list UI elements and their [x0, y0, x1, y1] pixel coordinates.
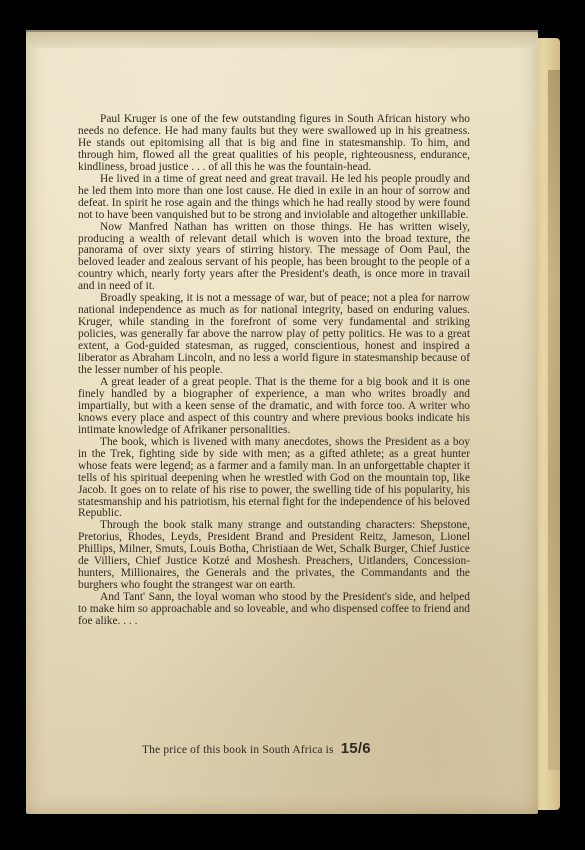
- blurb-text: [78, 114, 470, 628]
- blurb-paragraph: And Tant' Sann, the loyal woman who stood by the President's side, and helped to make him so approachable and so loveable, and who dispensed coffee to friend and foe alike. . . .: [78, 591, 470, 628]
- blurb-paragraph: Through the book stalk many strange and outstanding characters: Shepstone, Pretorius, Rhodes, Leyds, President Brand and President Reitz, Jameson, Lionel Phillips, Milner, Smuts, Louis Botha, Christiaan de Wet, Schalk Burger, Chief Justice de Villiers, Chief Justice Kotzé and Moshesh. Preachers, Uitlanders, Concession-hunters, Millionaires, the Generals and the privates, the Commandants and the burghers who fought the strangest war on earth.: [78, 519, 470, 592]
- price-line: [142, 740, 502, 757]
- blurb-paragraph: Broadly speaking, it is not a message of war, but of peace; not a plea for narrow national independence as much as for national integrity, based on enduring values. Kruger, while standing in the forefront of some very fundamental and striking policies, was generally far above the narrow play of petty politics. He was to a great extent, a God-guided statesman, as rugged, conscientious, honest and inspired a liberator as Abraham Lincoln, and no less a world figure in statesmanship because of the lesser number of his people.: [78, 292, 470, 377]
- blurb-paragraph: Paul Kruger is one of the few outstanding figures in South African history who needs no defence. He had many faults but they were swallowed up in his greatness. He stands out epitomising all that is big and fine in statesmanship. To him, and through him, flowed all the great qualities of his people, righteousness, endurance, kindliness, broad justice . . . of all this he was the fountain-head.: [78, 113, 470, 173]
- blurb-paragraph: A great leader of a great people. That is the theme for a big book and it is one finely handled by a biographer of experience, a man who writes broadly and impartially, but with a keen sense of the dramatic, and with force too. A writer who knows every place and aspect of this country and where previous books indicate his intimate knowledge of Afrikaner personalities.: [78, 375, 470, 436]
- price-label: The price of this book in South Africa is: [142, 744, 334, 756]
- spine-illustration: [548, 70, 560, 770]
- price-value: 15/6: [340, 740, 371, 757]
- jacket-top-wear: [26, 30, 538, 48]
- blurb-paragraph: The book, which is livened with many anecdotes, shows the President as a boy in the Trek, fighting side by side with men; as a gifted athlete; as a great hunter whose feats were legend; as a farmer and a family man. In an unforgettable chapter it tells of his spiritual deepening when he wrestled with God on the mountain top, like Jacob. It goes on to relate of his rise to power, the swelling tide of his popularity, his statesmanship and his patriotism, his eternal fight for the independence of his beloved Republic.: [78, 435, 470, 520]
- blurb-paragraph: He lived in a time of great need and great travail. He led his people proudly and he led them into more than one lost cause. He died in exile in an hour of sorrow and defeat. In spirit he rose again and the things which he had really stood by were found not to have been vanquished but to be strong and inviolable and altogether unkillable.: [78, 172, 470, 221]
- blurb-paragraph: Now Manfred Nathan has written on those things. He has written wisely, producing a wealth of relevant detail which is woven into the broad texture, the panorama of over sixty years of stirring history. The message of Oom Paul, the beloved leader and zealous servant of his people, has been brought to the people of a country which, nearly forty years after the President's death, is once more in travail and in need of it.: [78, 220, 470, 293]
